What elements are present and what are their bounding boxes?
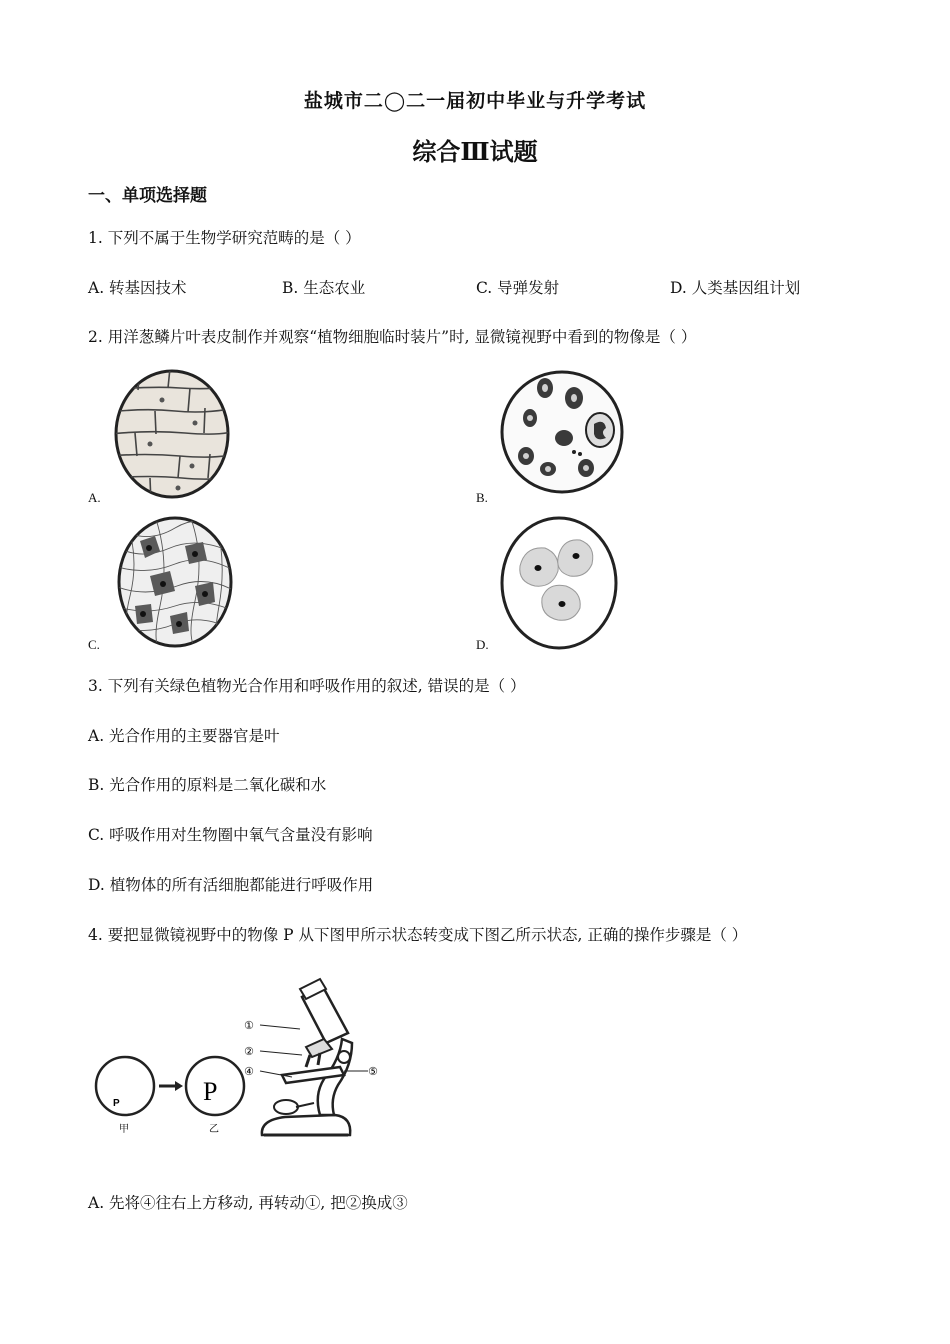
- figure-field-of-view: [95, 1050, 245, 1140]
- callout-4: ④: [244, 1065, 254, 1078]
- q1-option-d: D. 人类基因组计划: [670, 279, 801, 297]
- callout-1: ①: [244, 1019, 254, 1032]
- q3-option-d: D. 植物体的所有活细胞都能进行呼吸作用: [88, 876, 374, 894]
- figure-b-blood-cells: [500, 368, 625, 498]
- q3-option-a: A. 光合作用的主要器官是叶: [88, 727, 280, 745]
- callout-2: ②: [244, 1045, 254, 1058]
- exam-subtitle: 综合Ⅲ试题: [412, 137, 538, 166]
- q3-option-b: B. 光合作用的原料是二氧化碳和水: [88, 776, 327, 794]
- q1-option-b: B. 生态农业: [282, 279, 366, 297]
- question-2-text: 2. 用洋葱鳞片叶表皮制作并观察“植物细胞临时装片”时, 显微镜视野中看到的物像是（ ）: [88, 328, 697, 346]
- callout-5: ⑤: [368, 1065, 378, 1078]
- figure-c-tissue-cells: [115, 516, 240, 651]
- figure-a-label: A.: [88, 490, 101, 505]
- question-3-text: 3. 下列有关绿色植物光合作用和呼吸作用的叙述, 错误的是（ ）: [88, 677, 526, 695]
- question-1-text: 1. 下列不属于生物学研究范畴的是（ ）: [88, 229, 361, 247]
- q3-option-c: C. 呼吸作用对生物圈中氧气含量没有影响: [88, 826, 373, 844]
- figure-b-label: B.: [476, 490, 488, 505]
- figure-a-onion-cells: [110, 368, 235, 503]
- section-title: 一、单项选择题: [88, 186, 207, 206]
- q1-option-c: C. 导弹发射: [476, 279, 560, 297]
- figure-d-epithelial-cells: [500, 516, 620, 651]
- left-caption: 甲: [119, 1124, 129, 1135]
- left-p-letter: P: [113, 1098, 120, 1109]
- right-caption: 乙: [209, 1124, 219, 1135]
- figure-d-label: D.: [476, 637, 489, 652]
- microscope-icon: [240, 975, 390, 1155]
- exam-title: 盐城市二◯二一届初中毕业与升学考试: [303, 90, 647, 112]
- q1-option-a: A. 转基因技术: [88, 279, 187, 297]
- question-4-text: 4. 要把显微镜视野中的物像 P 从下图甲所示状态转变成下图乙所示状态, 正确的操作步骤是（ ）: [88, 926, 748, 944]
- q4-option-a: A. 先将④往右上方移动, 再转动①, 把②换成③: [88, 1194, 408, 1212]
- figure-c-label: C.: [88, 637, 100, 652]
- right-p-letter: P: [203, 1077, 218, 1106]
